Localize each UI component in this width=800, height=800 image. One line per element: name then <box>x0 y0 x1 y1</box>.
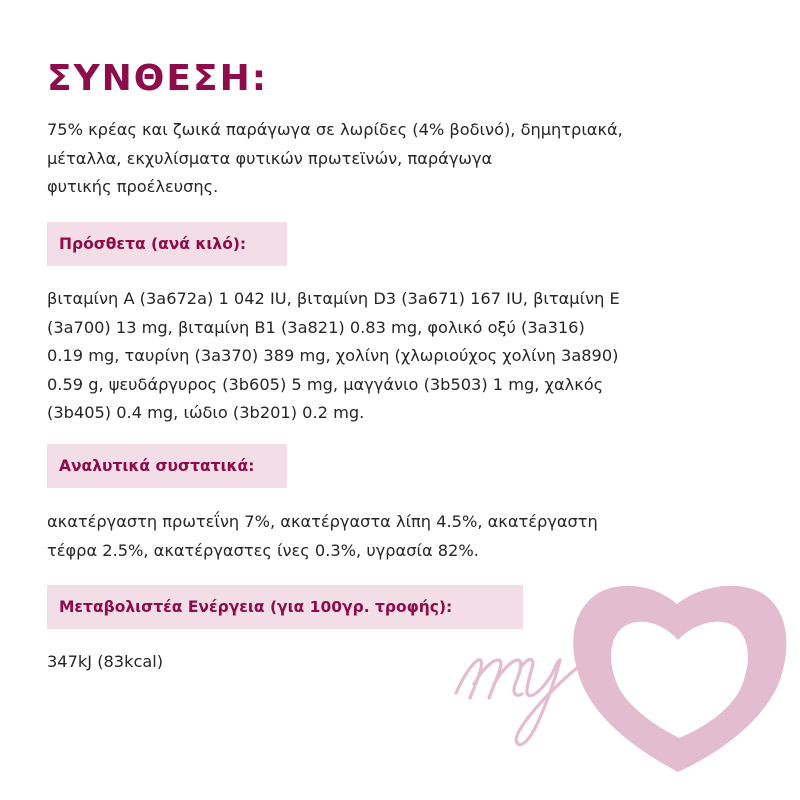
composition-line: μέταλλα, εκχυλίσματα φυτικών πρωτεϊνών, παράγωγα <box>47 148 493 168</box>
energy-value: 347kJ (83kcal) <box>47 652 164 671</box>
energy-label-text: Μεταβολιστέα Ενέργεια (για 100γρ. τροφής): <box>59 598 453 616</box>
additives-line: 0.59 g, ψευδάργυρος (3b605) 5 mg, μαγγάνιο (3b503) 1 mg, χαλκός <box>47 374 604 394</box>
additives-line: (3a700) 13 mg, βιταμίνη B1 (3a821) 0.83 mg, φολικό οξύ (3a316) <box>47 317 585 337</box>
additives-line: (3b405) 0.4 mg, ιώδιο (3b201) 0.2 mg. <box>47 403 365 422</box>
brand-logo <box>440 570 800 800</box>
analytical-line: τέφρα 2.5%, ακατέργαστες ίνες 0.3%, υγρασία 82%. <box>47 540 479 560</box>
page-title: ΣΥΝΘΕΣΗ: <box>47 58 269 99</box>
analytical-label-text: Αναλυτικά συστατικά: <box>59 457 255 475</box>
composition-text <box>47 116 767 202</box>
additives-label <box>47 222 287 266</box>
analytical-line: ακατέργαστη πρωτεΐνη 7%, ακατέργαστα λίπη 4.5%, ακατέργαστη <box>47 512 598 531</box>
composition-line: 75% κρέας και ζωικά παράγωγα σε λωρίδες (4% βοδινό), δημητριακά, <box>47 120 623 139</box>
additives-line: 0.19 mg, ταυρίνη (3a370) 389 mg, χολίνη (χλωριούχος χολίνη 3a890) <box>47 346 619 365</box>
additives-label-text: Πρόσθετα (ανά κιλό): <box>59 235 247 253</box>
analytical-text <box>47 508 767 565</box>
additives-line: βιταμίνη A (3a672a) 1 042 IU, βιταμίνη D3 (3a671) 167 IU, βιταμίνη E <box>47 289 620 308</box>
additives-text <box>47 285 767 428</box>
analytical-label <box>47 444 287 488</box>
heart-outline-icon <box>573 586 786 772</box>
composition-line: φυτικής προέλευσης. <box>47 177 219 196</box>
